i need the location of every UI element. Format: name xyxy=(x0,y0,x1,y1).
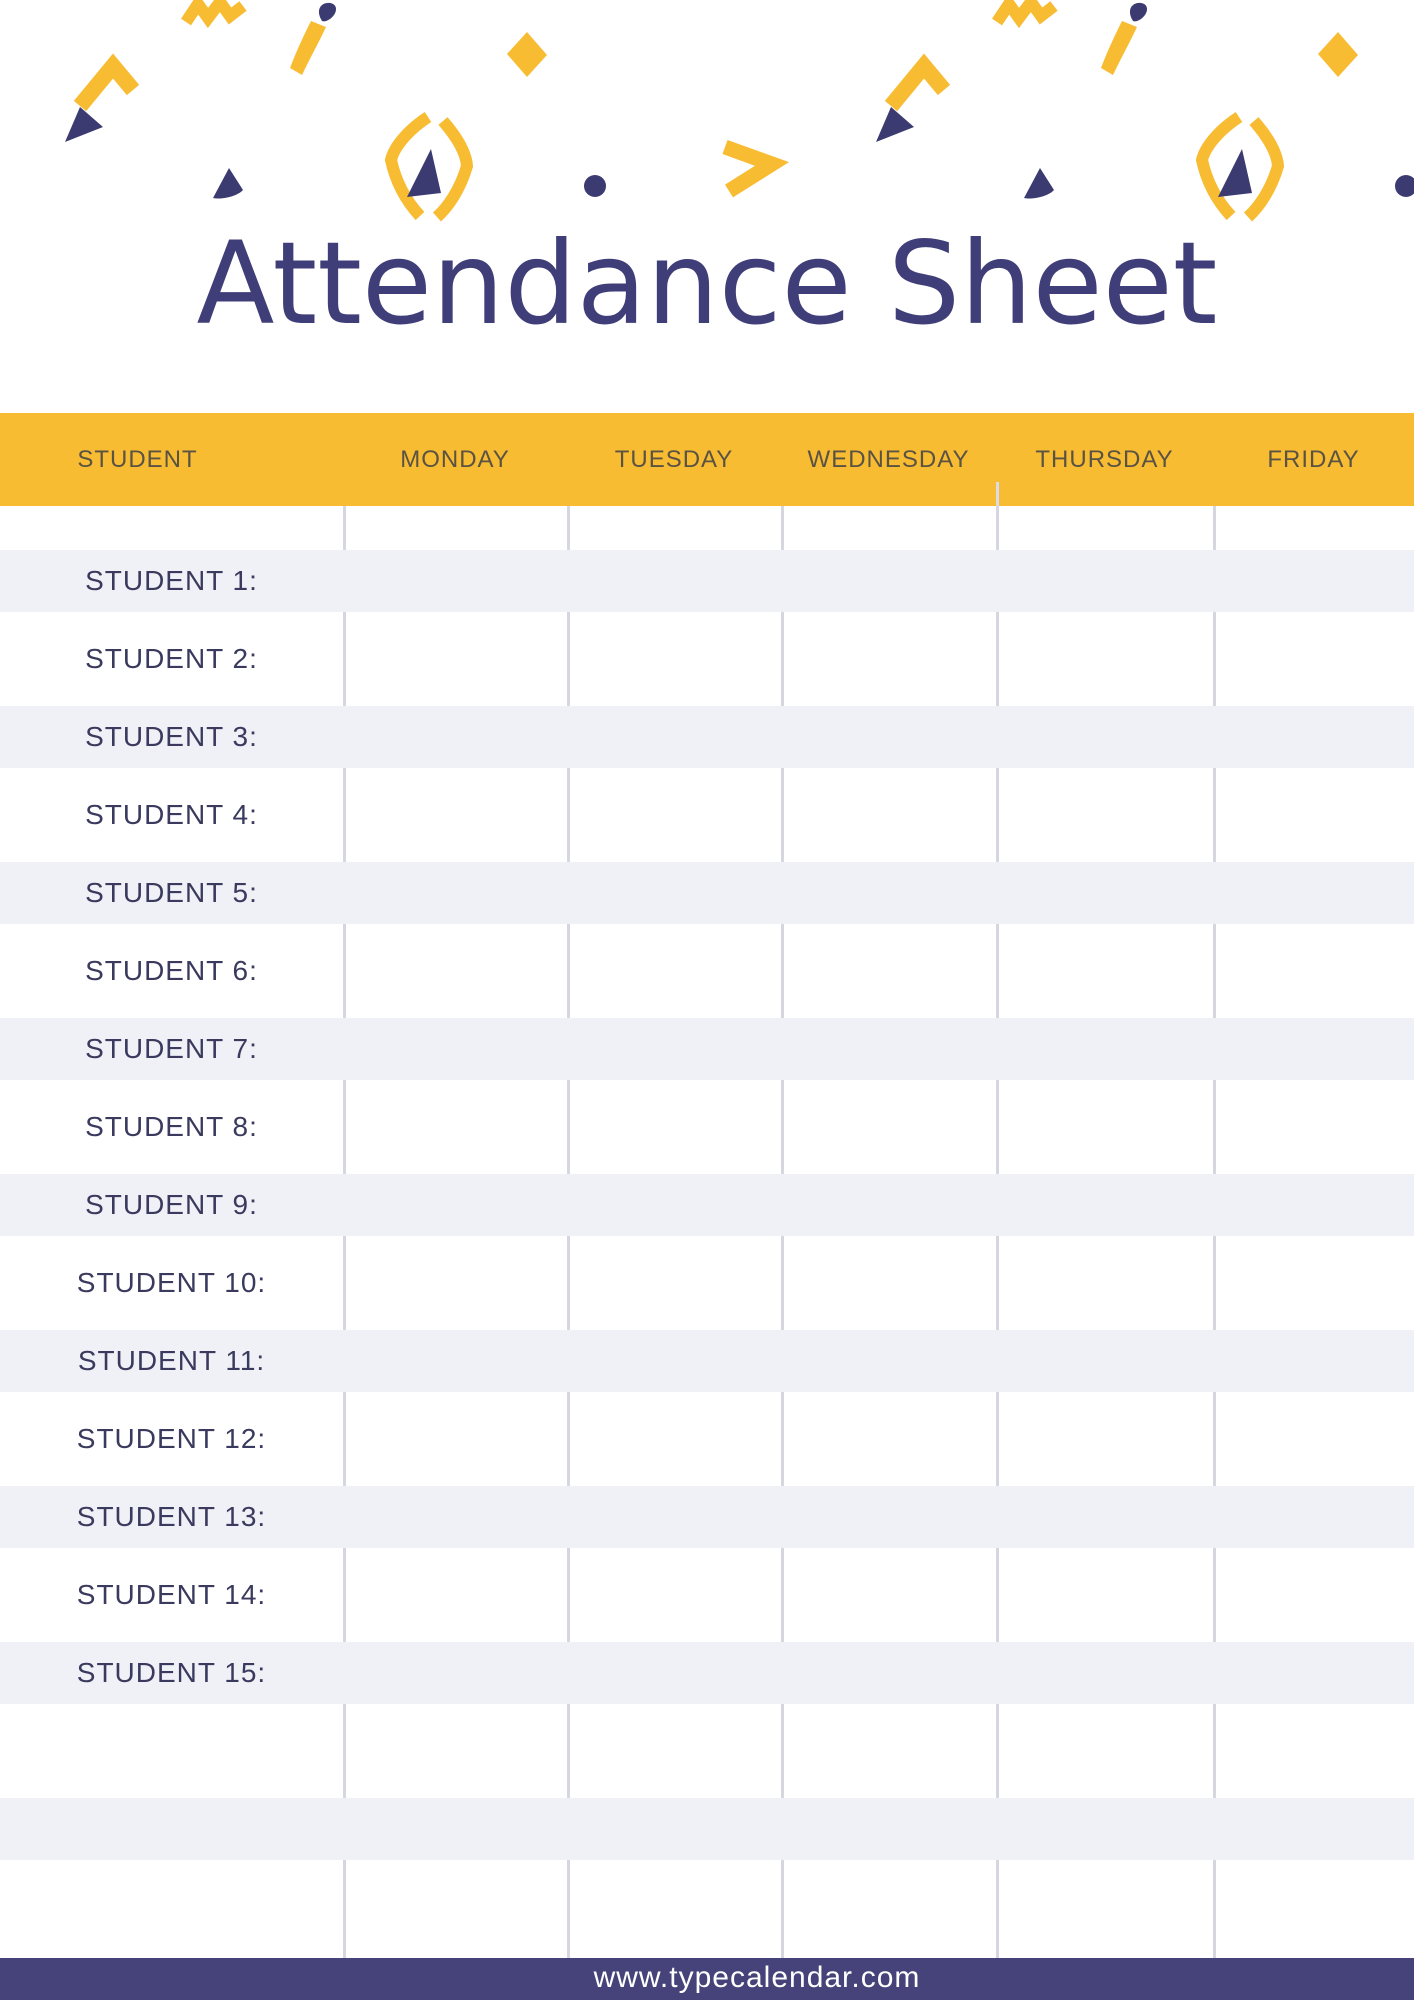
table-row xyxy=(0,1330,1414,1392)
confetti-dot-icon xyxy=(1395,175,1414,197)
attendance-table-body xyxy=(0,550,1414,1860)
table-row-empty xyxy=(0,1704,1414,1798)
confetti-inner-triangle-icon xyxy=(1218,149,1252,197)
confetti-cluster-right xyxy=(876,2,1414,217)
footer-bar xyxy=(0,1958,1414,2000)
confetti-teardrop-icon xyxy=(1130,3,1147,21)
student-name-cell: STUDENT 1: xyxy=(85,565,258,596)
table-row xyxy=(0,1236,1414,1330)
table-row xyxy=(0,706,1414,768)
student-name-cell: STUDENT 2: xyxy=(85,643,258,674)
table-row xyxy=(0,1486,1414,1548)
confetti-kite-icon xyxy=(1318,32,1358,77)
student-name-cell: STUDENT 3: xyxy=(85,721,258,752)
student-name-cell: STUDENT 7: xyxy=(85,1033,258,1064)
table-row-empty xyxy=(0,1798,1414,1860)
confetti-inner-triangle-icon xyxy=(407,149,441,197)
confetti-chevron-up-icon xyxy=(891,66,944,106)
table-row xyxy=(0,1018,1414,1080)
student-name-cell: STUDENT 5: xyxy=(85,877,258,908)
student-name-cell: STUDENT 6: xyxy=(85,955,258,986)
table-row xyxy=(0,1642,1414,1704)
column-header-tuesday: TUESDAY xyxy=(614,446,734,473)
column-header-thursday: THURSDAY xyxy=(1035,446,1174,473)
confetti-triangle-icon xyxy=(65,107,103,142)
table-row xyxy=(0,550,1414,612)
column-header-student: STUDENT xyxy=(77,446,198,473)
table-row xyxy=(0,924,1414,1018)
confetti-pencil-stroke-icon xyxy=(1101,21,1137,75)
student-name-cell: STUDENT 14: xyxy=(76,1579,267,1610)
table-row xyxy=(0,862,1414,924)
student-name-cell: STUDENT 13: xyxy=(76,1501,267,1532)
confetti-small-triangle-icon xyxy=(1024,168,1054,199)
confetti-cluster-left xyxy=(65,2,772,217)
column-header-monday: MONDAY xyxy=(400,446,510,473)
confetti-triangle-icon xyxy=(876,107,914,142)
confetti-decoration xyxy=(0,0,1414,235)
confetti-squiggle-icon xyxy=(186,2,243,22)
table-row xyxy=(0,1174,1414,1236)
student-name-cell: STUDENT 11: xyxy=(77,1345,266,1376)
student-name-cell: STUDENT 4: xyxy=(85,799,258,830)
student-name-cell: STUDENT 15: xyxy=(76,1657,267,1688)
column-header-wednesday: WEDNESDAY xyxy=(807,446,970,473)
table-row xyxy=(0,1392,1414,1486)
confetti-chevron-up-icon xyxy=(80,66,133,106)
confetti-teardrop-icon xyxy=(319,3,336,21)
confetti-arrow-right-icon xyxy=(725,147,772,191)
table-row xyxy=(0,1080,1414,1174)
confetti-dot-icon xyxy=(584,175,606,197)
table-header-row xyxy=(0,413,1414,506)
confetti-small-triangle-icon xyxy=(213,168,243,199)
footer-website-url: www.typecalendar.com xyxy=(593,1961,921,1994)
table-row xyxy=(0,612,1414,706)
confetti-squiggle-icon xyxy=(997,2,1054,22)
student-name-cell: STUDENT 9: xyxy=(85,1189,258,1220)
confetti-kite-icon xyxy=(507,32,547,77)
student-name-cell: STUDENT 12: xyxy=(76,1423,267,1454)
table-row xyxy=(0,1548,1414,1642)
confetti-open-diamond-right-icon xyxy=(437,121,467,217)
confetti-pencil-stroke-icon xyxy=(290,21,326,75)
student-name-cell: STUDENT 8: xyxy=(85,1111,258,1142)
page-title: Attendance Sheet xyxy=(196,217,1218,350)
student-name-cell: STUDENT 10: xyxy=(76,1267,267,1298)
column-header-friday: FRIDAY xyxy=(1267,446,1360,473)
column-gridline-stub xyxy=(996,482,999,506)
confetti-open-diamond-right-icon xyxy=(1248,121,1278,217)
table-row xyxy=(0,768,1414,862)
